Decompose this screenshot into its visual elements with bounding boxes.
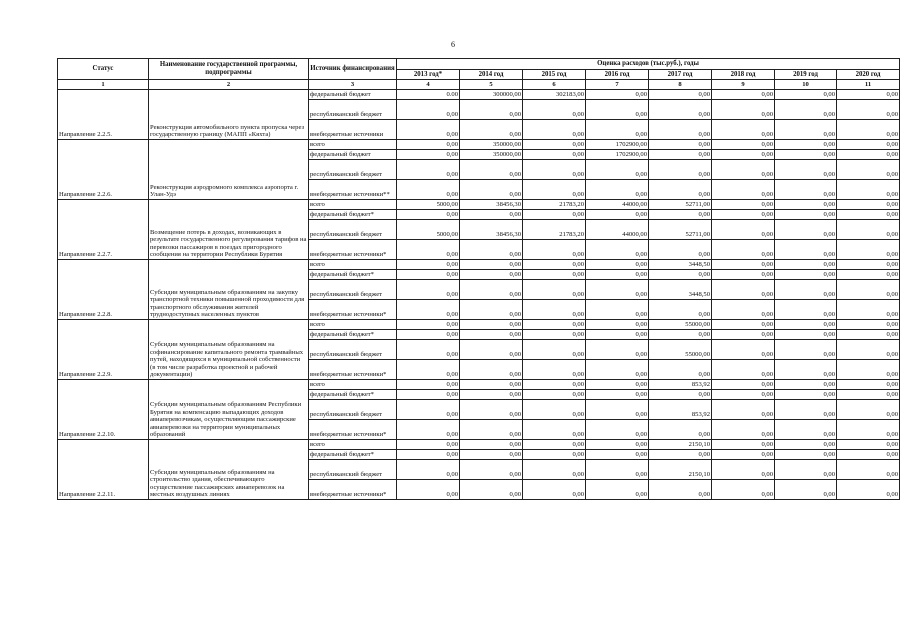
amount-cell: 0,00 xyxy=(586,440,649,450)
amount-cell: 0,00 xyxy=(775,360,837,380)
amount-cell: 0,00 xyxy=(523,400,586,420)
amount-cell: 52711,00 xyxy=(649,220,712,240)
amount-cell: 0,00 xyxy=(586,90,649,100)
amount-cell: 350000,00 xyxy=(460,140,523,150)
amount-cell: 0,00 xyxy=(775,180,837,200)
amount-cell: 2150,10 xyxy=(649,440,712,450)
amount-cell: 55000,00 xyxy=(649,340,712,360)
amount-cell: 5000,00 xyxy=(397,220,460,240)
header-year: 2014 год xyxy=(460,70,523,80)
amount-cell: 0,00 xyxy=(397,400,460,420)
amount-cell: 0,00 xyxy=(837,210,900,220)
amount-cell: 0,00 xyxy=(712,260,775,270)
amount-cell: 0,00 xyxy=(837,200,900,210)
amount-cell: 0,00 xyxy=(649,210,712,220)
amount-cell: 0,00 xyxy=(712,480,775,500)
amount-cell: 350000,00 xyxy=(460,150,523,160)
amount-cell: 0,00 xyxy=(649,140,712,150)
amount-cell: 0,00 xyxy=(397,460,460,480)
amount-cell: 21783,20 xyxy=(523,220,586,240)
amount-cell: 0,00 xyxy=(712,270,775,280)
amount-cell: 2150,10 xyxy=(649,460,712,480)
amount-cell: 0,00 xyxy=(397,300,460,320)
header-year: 2015 год xyxy=(523,70,586,80)
amount-cell: 853,92 xyxy=(649,400,712,420)
amount-cell: 0,00 xyxy=(775,400,837,420)
amount-cell: 0.00 xyxy=(397,90,460,100)
amount-cell: 0,00 xyxy=(775,260,837,270)
amount-cell: 0,00 xyxy=(460,280,523,300)
amount-cell: 0,00 xyxy=(586,180,649,200)
amount-cell: 3448,50 xyxy=(649,280,712,300)
amount-cell: 0,00 xyxy=(397,160,460,180)
funding-source: федеральный бюджет* xyxy=(309,390,397,400)
amount-cell: 55000,00 xyxy=(649,320,712,330)
table-row xyxy=(58,140,900,150)
amount-cell: 0,00 xyxy=(775,220,837,240)
amount-cell: 0,00 xyxy=(712,330,775,340)
amount-cell: 0,00 xyxy=(397,360,460,380)
amount-cell: 0,00 xyxy=(397,340,460,360)
amount-cell: 0,00 xyxy=(460,210,523,220)
amount-cell: 0,00 xyxy=(837,440,900,450)
amount-cell: 0,00 xyxy=(460,460,523,480)
header-year: 2019 год xyxy=(775,70,837,80)
amount-cell: 38456,30 xyxy=(460,200,523,210)
header-year: 2018 год xyxy=(712,70,775,80)
amount-cell: 0,00 xyxy=(837,400,900,420)
amount-cell: 0,00 xyxy=(712,360,775,380)
amount-cell: 0,00 xyxy=(775,480,837,500)
column-index: 8 xyxy=(649,80,712,90)
amount-cell: 0,00 xyxy=(397,180,460,200)
amount-cell: 0,00 xyxy=(775,460,837,480)
amount-cell: 0,00 xyxy=(397,100,460,120)
amount-cell: 0,00 xyxy=(586,450,649,460)
amount-cell: 3448,50 xyxy=(649,260,712,270)
amount-cell: 0,00 xyxy=(775,320,837,330)
amount-cell: 0,00 xyxy=(397,320,460,330)
amount-cell: 0,00 xyxy=(460,380,523,390)
amount-cell: 0,00 xyxy=(649,390,712,400)
amount-cell: 0,00 xyxy=(523,330,586,340)
program-name: Возмещение потерь в доходах, возникающих в результате государственного регулирования тарифов на перевозки пассажиров в поездах пригородного сообщения на территории Республики Бурятия xyxy=(149,200,309,260)
amount-cell: 0,00 xyxy=(523,120,586,140)
amount-cell: 0,00 xyxy=(586,260,649,270)
amount-cell: 0,00 xyxy=(397,120,460,140)
page-number: 6 xyxy=(451,40,455,49)
amount-cell: 0,00 xyxy=(837,360,900,380)
amount-cell: 0,00 xyxy=(837,480,900,500)
amount-cell: 0,00 xyxy=(523,260,586,270)
program-name: Реконструкция аэродромного комплекса аэропорта г. Улан-Удэ xyxy=(149,140,309,200)
amount-cell: 0,00 xyxy=(712,340,775,360)
amount-cell: 0,00 xyxy=(775,280,837,300)
amount-cell: 0,00 xyxy=(523,270,586,280)
funding-source: республиканский бюджет xyxy=(309,460,397,480)
direction-status: Направление 2.2.11. xyxy=(58,440,149,500)
amount-cell: 0,00 xyxy=(649,150,712,160)
amount-cell: 1702900,00 xyxy=(586,140,649,150)
funding-source: внебюджетные источники* xyxy=(309,480,397,500)
header-status: Статус xyxy=(58,59,149,80)
funding-source: федеральный бюджет xyxy=(309,150,397,160)
amount-cell: 0,00 xyxy=(460,450,523,460)
funding-source: республиканский бюджет xyxy=(309,220,397,240)
amount-cell: 0,00 xyxy=(775,340,837,360)
amount-cell: 0,00 xyxy=(460,400,523,420)
amount-cell: 0,00 xyxy=(649,330,712,340)
amount-cell: 0,00 xyxy=(523,450,586,460)
header-year: 2016 год xyxy=(586,70,649,80)
amount-cell: 853,92 xyxy=(649,380,712,390)
amount-cell: 0,00 xyxy=(649,360,712,380)
amount-cell: 0,00 xyxy=(712,100,775,120)
amount-cell: 0,00 xyxy=(586,380,649,390)
amount-cell: 0,00 xyxy=(837,320,900,330)
funding-source: федеральный бюджет* xyxy=(309,330,397,340)
header-year: 2020 год xyxy=(837,70,900,80)
amount-cell: 0,00 xyxy=(523,150,586,160)
amount-cell: 0,00 xyxy=(586,100,649,120)
amount-cell: 0,00 xyxy=(649,180,712,200)
amount-cell: 0,00 xyxy=(775,390,837,400)
amount-cell: 0,00 xyxy=(712,150,775,160)
amount-cell: 0,00 xyxy=(775,200,837,210)
amount-cell: 0,00 xyxy=(837,100,900,120)
amount-cell: 0,00 xyxy=(397,480,460,500)
funding-source: внебюджетные источники xyxy=(309,120,397,140)
amount-cell: 0,00 xyxy=(837,390,900,400)
amount-cell: 0,00 xyxy=(712,90,775,100)
amount-cell: 0,00 xyxy=(586,340,649,360)
amount-cell: 0,00 xyxy=(837,220,900,240)
amount-cell: 0,00 xyxy=(460,100,523,120)
amount-cell: 0,00 xyxy=(523,480,586,500)
amount-cell: 0,00 xyxy=(712,220,775,240)
amount-cell: 0,00 xyxy=(460,390,523,400)
amount-cell: 0,00 xyxy=(712,450,775,460)
amount-cell: 0,00 xyxy=(775,100,837,120)
direction-status: Направление 2.2.7. xyxy=(58,200,149,260)
amount-cell: 0,00 xyxy=(712,180,775,200)
column-index: 9 xyxy=(712,80,775,90)
amount-cell: 0,00 xyxy=(460,270,523,280)
funding-source: федеральный бюджет* xyxy=(309,210,397,220)
header-source: Источник финансирования xyxy=(309,59,397,80)
amount-cell: 0,00 xyxy=(586,320,649,330)
amount-cell: 0,00 xyxy=(586,300,649,320)
amount-cell: 0,00 xyxy=(712,300,775,320)
amount-cell: 52711,00 xyxy=(649,200,712,210)
amount-cell: 0,00 xyxy=(837,160,900,180)
amount-cell: 0,00 xyxy=(397,260,460,270)
program-name: Субсидии муниципальным образованиям Республики Бурятия на компенсацию выпадающих доходов авиаперевозчикам, осуществляющим пассажирские авиаперевозки на территории муниципальных образований xyxy=(149,380,309,440)
funding-source: федеральный бюджет xyxy=(309,90,397,100)
amount-cell: 0,00 xyxy=(649,300,712,320)
amount-cell: 0,00 xyxy=(523,360,586,380)
amount-cell: 0,00 xyxy=(837,180,900,200)
amount-cell: 0,00 xyxy=(712,440,775,450)
funding-source: внебюджетные источники** xyxy=(309,180,397,200)
amount-cell: 0,00 xyxy=(775,330,837,340)
budget-table xyxy=(57,58,900,500)
table-row xyxy=(58,440,900,450)
column-index: 3 xyxy=(309,80,397,90)
funding-source: всего xyxy=(309,440,397,450)
amount-cell: 0,00 xyxy=(397,280,460,300)
amount-cell: 0,00 xyxy=(523,300,586,320)
funding-source: внебюджетные источники* xyxy=(309,240,397,260)
direction-status: Направление 2.2.5. xyxy=(58,90,149,140)
amount-cell: 0,00 xyxy=(712,400,775,420)
header-year: 2017 год xyxy=(649,70,712,80)
table-row xyxy=(58,380,900,390)
amount-cell: 0,00 xyxy=(712,200,775,210)
amount-cell: 0,00 xyxy=(586,480,649,500)
amount-cell: 0,00 xyxy=(712,460,775,480)
amount-cell: 0,00 xyxy=(586,270,649,280)
amount-cell: 0,00 xyxy=(523,100,586,120)
amount-cell: 0,00 xyxy=(460,260,523,270)
funding-source: республиканский бюджет xyxy=(309,160,397,180)
program-name: Субсидии муниципальным образованиям на закупку транспортной техники повышенной проходимости для транспортного обслуживания жителей труднодоступных населенных пунктов xyxy=(149,260,309,320)
funding-source: республиканский бюджет xyxy=(309,280,397,300)
amount-cell: 0,00 xyxy=(649,100,712,120)
amount-cell: 0,00 xyxy=(712,420,775,440)
amount-cell: 0,00 xyxy=(837,340,900,360)
amount-cell: 0,00 xyxy=(837,260,900,270)
amount-cell: 0,00 xyxy=(712,240,775,260)
column-index: 11 xyxy=(837,80,900,90)
direction-status: Направление 2.2.9. xyxy=(58,320,149,380)
amount-cell: 0,00 xyxy=(775,440,837,450)
funding-source: всего xyxy=(309,260,397,270)
amount-cell: 0,00 xyxy=(837,330,900,340)
amount-cell: 0,00 xyxy=(649,480,712,500)
amount-cell: 0,00 xyxy=(837,300,900,320)
amount-cell: 0,00 xyxy=(775,420,837,440)
amount-cell: 0,00 xyxy=(397,420,460,440)
amount-cell: 0,00 xyxy=(397,390,460,400)
direction-status: Направление 2.2.8. xyxy=(58,260,149,320)
funding-source: всего xyxy=(309,320,397,330)
amount-cell: 0,00 xyxy=(837,90,900,100)
amount-cell: 0,00 xyxy=(649,120,712,140)
amount-cell: 0,00 xyxy=(775,160,837,180)
amount-cell: 38456,30 xyxy=(460,220,523,240)
amount-cell: 0,00 xyxy=(586,120,649,140)
amount-cell: 0,00 xyxy=(649,160,712,180)
header-program: Наименование государственной программы, подпрограммы xyxy=(149,59,309,80)
amount-cell: 0,00 xyxy=(649,240,712,260)
amount-cell: 0,00 xyxy=(460,240,523,260)
funding-source: федеральный бюджет* xyxy=(309,270,397,280)
amount-cell: 300000,00 xyxy=(460,90,523,100)
column-index: 7 xyxy=(586,80,649,90)
amount-cell: 0,00 xyxy=(523,380,586,390)
funding-source: всего xyxy=(309,200,397,210)
column-index: 2 xyxy=(149,80,309,90)
header-estimate: Оценка расходов (тыс.руб.), годы xyxy=(397,59,900,70)
amount-cell: 0,00 xyxy=(523,160,586,180)
amount-cell: 0,00 xyxy=(397,380,460,390)
column-index: 4 xyxy=(397,80,460,90)
amount-cell: 0,00 xyxy=(523,180,586,200)
column-index: 1 xyxy=(58,80,149,90)
amount-cell: 0,00 xyxy=(397,440,460,450)
funding-source: республиканский бюджет xyxy=(309,400,397,420)
amount-cell: 0,00 xyxy=(397,140,460,150)
funding-source: внебюджетные источники* xyxy=(309,300,397,320)
amount-cell: 0,00 xyxy=(837,150,900,160)
amount-cell: 0,00 xyxy=(460,330,523,340)
amount-cell: 0,00 xyxy=(775,210,837,220)
funding-source: федеральный бюджет* xyxy=(309,450,397,460)
amount-cell: 0,00 xyxy=(775,150,837,160)
funding-source: внебюджетные источники* xyxy=(309,360,397,380)
amount-cell: 44000,00 xyxy=(586,220,649,240)
amount-cell: 0,00 xyxy=(712,280,775,300)
amount-cell: 0,00 xyxy=(460,180,523,200)
funding-source: республиканский бюджет xyxy=(309,100,397,120)
amount-cell: 0,00 xyxy=(586,330,649,340)
amount-cell: 0,00 xyxy=(837,120,900,140)
amount-cell: 0,00 xyxy=(523,460,586,480)
amount-cell: 0,00 xyxy=(586,420,649,440)
amount-cell: 0,00 xyxy=(712,380,775,390)
amount-cell: 0,00 xyxy=(523,390,586,400)
amount-cell: 0,00 xyxy=(712,140,775,150)
amount-cell: 21783,20 xyxy=(523,200,586,210)
amount-cell: 0,00 xyxy=(460,320,523,330)
amount-cell: 0,00 xyxy=(586,240,649,260)
table-row xyxy=(58,320,900,330)
amount-cell: 0,00 xyxy=(837,240,900,260)
amount-cell: 0,00 xyxy=(397,450,460,460)
funding-source: всего xyxy=(309,140,397,150)
amount-cell: 0,00 xyxy=(460,160,523,180)
amount-cell: 0,00 xyxy=(397,150,460,160)
amount-cell: 302183,00 xyxy=(523,90,586,100)
amount-cell: 0,00 xyxy=(586,210,649,220)
amount-cell: 0,00 xyxy=(712,210,775,220)
amount-cell: 0,00 xyxy=(837,460,900,480)
amount-cell: 0,00 xyxy=(523,240,586,260)
amount-cell: 0,00 xyxy=(586,460,649,480)
amount-cell: 0,00 xyxy=(649,270,712,280)
amount-cell: 0,00 xyxy=(523,210,586,220)
amount-cell: 0,00 xyxy=(523,420,586,440)
amount-cell: 0,00 xyxy=(397,330,460,340)
amount-cell: 0,00 xyxy=(586,280,649,300)
amount-cell: 0,00 xyxy=(523,440,586,450)
amount-cell: 0,00 xyxy=(460,340,523,360)
amount-cell: 0,00 xyxy=(649,420,712,440)
amount-cell: 0,00 xyxy=(586,360,649,380)
column-index: 6 xyxy=(523,80,586,90)
amount-cell: 0,00 xyxy=(712,120,775,140)
amount-cell: 1702900,00 xyxy=(586,150,649,160)
direction-status: Направление 2.2.10. xyxy=(58,380,149,440)
amount-cell: 0,00 xyxy=(837,420,900,440)
amount-cell: 44000,00 xyxy=(586,200,649,210)
amount-cell: 0,00 xyxy=(523,140,586,150)
program-name: Субсидии муниципальным образованиям на софинансирование капитального ремонта трамвайных путей, находящихся в муниципальной собственности (в том числе разработка проектной и рабочей документации) xyxy=(149,320,309,380)
amount-cell: 0,00 xyxy=(837,140,900,150)
amount-cell: 5000,00 xyxy=(397,200,460,210)
amount-cell: 0,00 xyxy=(775,90,837,100)
direction-status: Направление 2.2.6. xyxy=(58,140,149,200)
amount-cell: 0,00 xyxy=(460,420,523,440)
amount-cell: 0,00 xyxy=(460,440,523,450)
amount-cell: 0,00 xyxy=(460,300,523,320)
amount-cell: 0,00 xyxy=(523,280,586,300)
amount-cell: 0,00 xyxy=(586,160,649,180)
amount-cell: 0,00 xyxy=(397,270,460,280)
header-year: 2013 год* xyxy=(397,70,460,80)
amount-cell: 0,00 xyxy=(649,450,712,460)
amount-cell: 0,00 xyxy=(523,320,586,330)
amount-cell: 0,00 xyxy=(397,240,460,260)
amount-cell: 0,00 xyxy=(523,340,586,360)
amount-cell: 0,00 xyxy=(837,450,900,460)
amount-cell: 0,00 xyxy=(460,360,523,380)
funding-source: всего xyxy=(309,380,397,390)
amount-cell: 0,00 xyxy=(775,270,837,280)
amount-cell: 0,00 xyxy=(712,160,775,180)
amount-cell: 0,00 xyxy=(775,140,837,150)
amount-cell: 0,00 xyxy=(837,380,900,390)
amount-cell: 0,00 xyxy=(837,280,900,300)
table-row xyxy=(58,200,900,210)
amount-cell: 0,00 xyxy=(775,240,837,260)
amount-cell: 0,00 xyxy=(775,450,837,460)
funding-source: республиканский бюджет xyxy=(309,340,397,360)
column-index: 10 xyxy=(775,80,837,90)
program-name: Субсидии муниципальным образованиям на строительство здания, обеспечивающего осуществление пассажирских авиаперевозок на местных воздушных линиях xyxy=(149,440,309,500)
amount-cell: 0,00 xyxy=(586,390,649,400)
amount-cell: 0,00 xyxy=(775,380,837,390)
amount-cell: 0,00 xyxy=(775,120,837,140)
amount-cell: 0,00 xyxy=(649,90,712,100)
amount-cell: 0,00 xyxy=(837,270,900,280)
amount-cell: 0,00 xyxy=(775,300,837,320)
column-index: 5 xyxy=(460,80,523,90)
amount-cell: 0,00 xyxy=(712,390,775,400)
table-row xyxy=(58,260,900,270)
amount-cell: 0,00 xyxy=(397,210,460,220)
amount-cell: 0,00 xyxy=(460,120,523,140)
amount-cell: 0,00 xyxy=(712,320,775,330)
table-row xyxy=(58,90,900,100)
funding-source: внебюджетные источники* xyxy=(309,420,397,440)
program-name: Реконструкция автомобильного пункта пропуска через государственную границу (МАПП «Кяхта) xyxy=(149,90,309,140)
amount-cell: 0,00 xyxy=(460,480,523,500)
amount-cell: 0,00 xyxy=(586,400,649,420)
